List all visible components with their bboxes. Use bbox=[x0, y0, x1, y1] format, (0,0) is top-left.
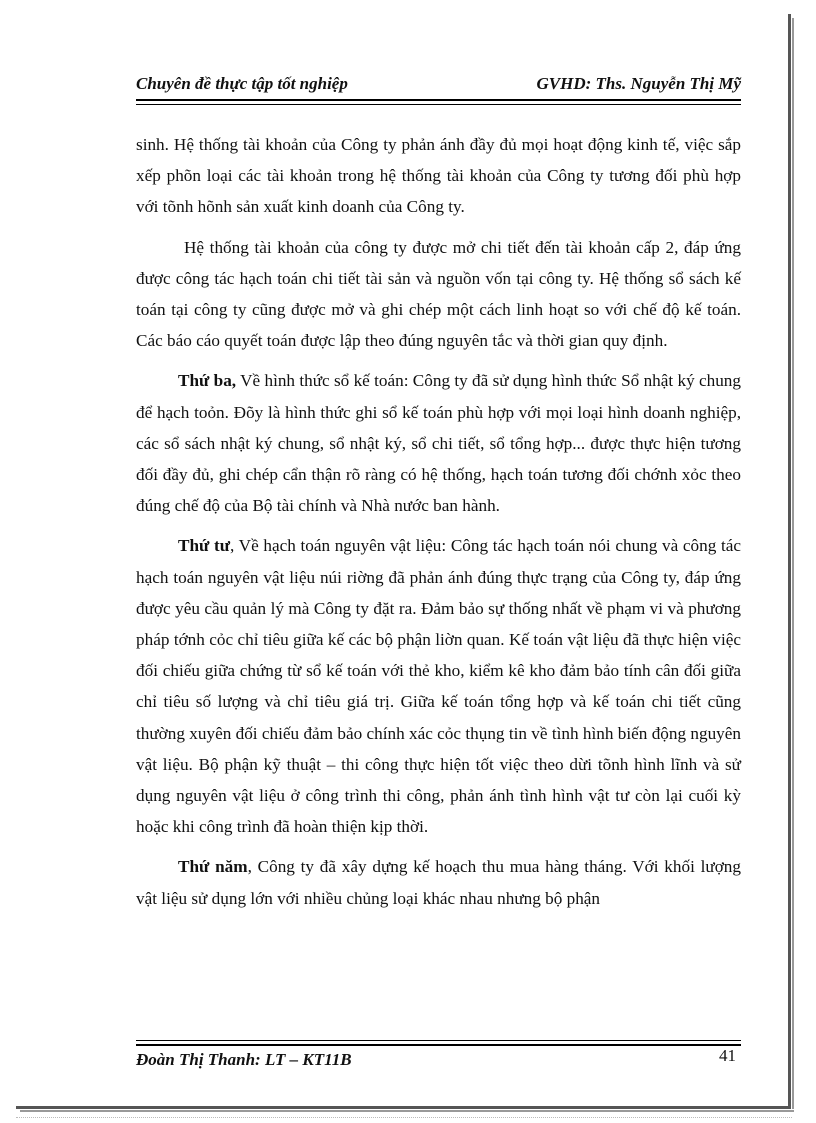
page-header bbox=[136, 74, 741, 94]
paragraph-5-lead: Thứ năm bbox=[178, 857, 248, 877]
footer-author: Đoàn Thị Thanh: LT – KT11B bbox=[136, 1050, 352, 1069]
page-border-right bbox=[788, 14, 791, 1109]
paragraph-3 bbox=[136, 365, 741, 521]
paragraph-5-text: , Công ty đã xây dựng kế hoạch thu mua hàng tháng. Với khối lượng vật liệu sử dụng lớn với nhiều chủng loại khác nhau nhưng bộ phận bbox=[136, 857, 741, 908]
paragraph-3-lead: Thứ ba, bbox=[178, 371, 237, 391]
header-advisor: GVHD: Ths. Nguyễn Thị Mỹ bbox=[536, 74, 741, 93]
paragraph-4-text: , Về hạch toán nguyên vật liệu: Công tác hạch toán nói chung và công tác hạch toán nguyên vật liệu núi riờng đã phản ánh đúng thực trạng của Công ty, đáp ứng được yêu cầu quản lý mà Công ty đặt ra. Đảm bảo sự thống nhất về phạm vi và phương pháp tớnh cỏc chỉ tiêu giữa kế các bộ phận liờn quan. Kế toán vật liệu đã thực hiện việc đối chiếu giữa chứng từ sổ kế toán với thẻ kho, kiểm kê kho đảm bảo tính cân đối giữa chỉ tiêu số lượng và chỉ tiêu giá trị. Giữa kế toán tổng hợp và kế toán chi tiết cũng thường xuyên đối chiếu đảm bảo chính xác cỏc thụng tin về tình hình biến động nguyên vật liệu. Bộ phận kỹ thuật – thi công thực hiện tốt việc theo dừi tõnh hình lĩnh và sử dụng nguyên vật liệu ở công trình thi công, phản ánh tình hình vật tư còn lại cuối kỳ hoặc khi công trình đã hoàn thiện kịp thời. bbox=[136, 536, 741, 837]
page-border-bottom-shadow bbox=[20, 1110, 794, 1112]
header-rule-thin bbox=[136, 104, 741, 105]
header-title: Chuyên đề thực tập tốt nghiệp bbox=[136, 74, 348, 93]
paragraph-3-text: Về hình thức sổ kế toán: Công ty đã sử dụng hình thức Sổ nhật ký chung để hạch toỏn. Đõy là hình thức ghi sổ kế toán phù hợp với mọi loại hình doanh nghiệp, các sổ sách nhật ký chung, sổ nhật ký, sổ chi tiết, sổ tổng hợp... được thực hiện tương đối đầy đủ, ghi chép cẩn thận rõ ràng có hệ thống, hạch toán tương đối chớnh xỏc theo đúng chế độ của Bộ tài chính và Nhà nước ban hành. bbox=[136, 371, 741, 516]
paragraph-2 bbox=[136, 232, 741, 357]
header-rule bbox=[136, 99, 741, 101]
paragraph-4-lead: Thứ tư bbox=[178, 536, 231, 556]
page-border-right-shadow bbox=[792, 18, 794, 1109]
footer-rule bbox=[136, 1044, 741, 1046]
page-number: 41 bbox=[719, 1046, 736, 1065]
page-border-dotted bbox=[16, 1117, 792, 1118]
paragraph-5 bbox=[136, 851, 741, 913]
paragraph-1 bbox=[136, 129, 741, 223]
paragraph-1-text: sinh. Hệ thống tài khoản của Công ty phản ánh đầy đủ mọi hoạt động kinh tế, việc sắp xếp phõn loại các tài khoản trong hệ thống tài khoản của Công ty tương đối phù hợp với tõnh hõnh sản xuất kinh doanh của Công ty. bbox=[136, 135, 741, 217]
footer-rule-thin bbox=[136, 1040, 741, 1041]
paragraph-2-text: Hệ thống tài khoản của công ty được mở chi tiết đến tài khoản cấp 2, đáp ứng được công tác hạch toán chi tiết tài sản và nguồn vốn tại công ty. Hệ thống sổ sách kế toán tại công ty cũng được mở và ghi chép một cách linh hoạt so với chế độ kế toán. Các báo cáo quyết toán được lập theo đúng nguyên tắc và thời gian quy định. bbox=[136, 237, 741, 351]
paragraph-4 bbox=[136, 530, 741, 842]
page-border-bottom bbox=[16, 1106, 791, 1109]
body-text bbox=[136, 129, 741, 923]
